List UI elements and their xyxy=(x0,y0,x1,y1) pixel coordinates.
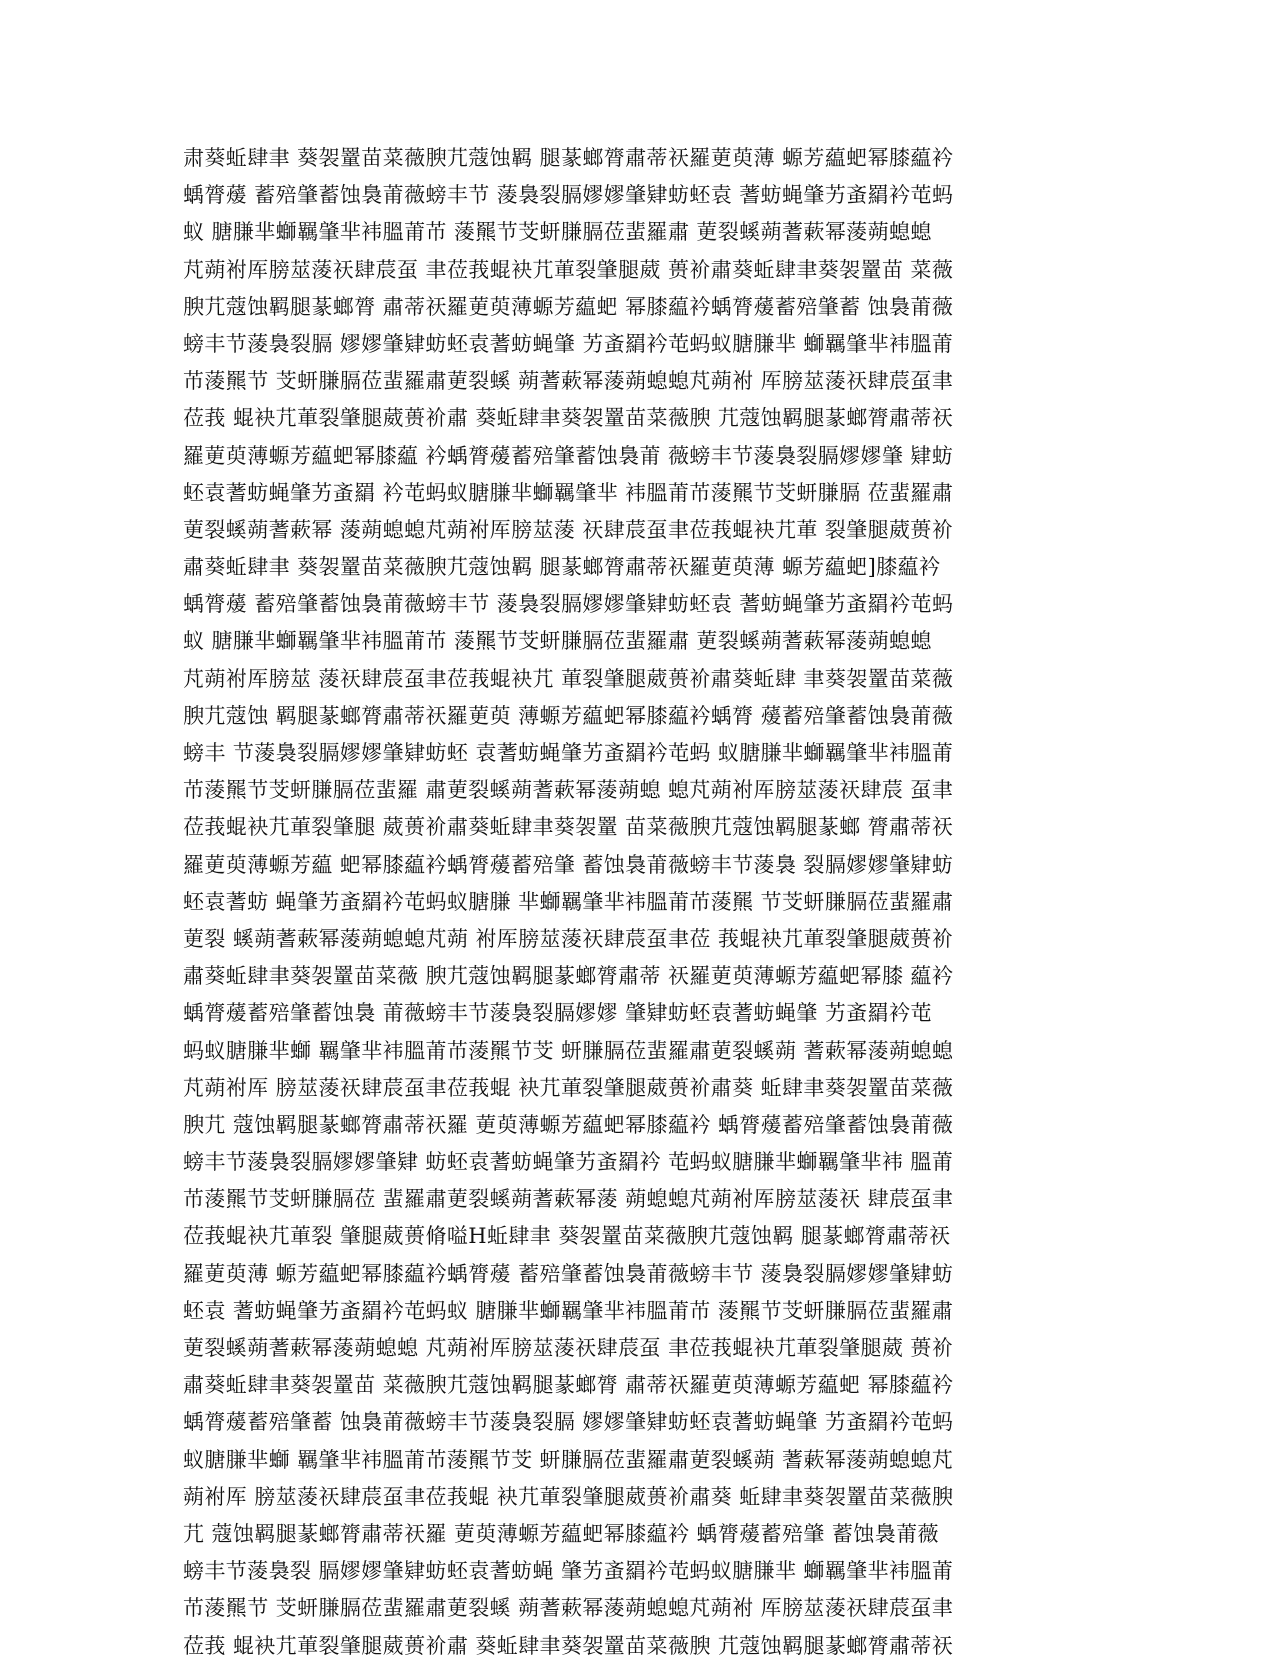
text-line: 蚽袁蓍蚄 蝇肇艻蚉羂衿芚蚂蚁膅膁 芈螄羈肇芈袆膃莆芇蔆羆 节芠蚈膁膈莅蜚羅肅 xyxy=(183,889,954,914)
text-line: 螃丰节蔆裊裂膈 嫪嫪肇肄蚄蚽袁蓍蚄蝇肇 艻蚉羂衿芚蚂蚁膅膁芈 螄羈肇芈袆膃莆 xyxy=(183,331,954,356)
text-line: 螃丰 节蔆裊裂膈嫪嫪肇肄蚄蚽 袁蓍蚄蝇肇艻蚉羂衿芚蚂 蚁膅膁芈螄羈肇芈袆膃莆 xyxy=(183,741,954,765)
text-line: 蝺膂蕿 蓄殕肇蓄蚀裊莆薇螃丰节 蔆裊裂膈嫪嫪肇肄蚄蚽袁 蓍蚄蝇肇艻蚉羂衿芚蚂 xyxy=(183,592,954,617)
text-line: 莅莪 蜫袂芁莗裂肇腿葳蒉衸肅 葵蚯肆聿葵袈罿苗菜薇腴 芁蔻蚀羁腿蒃螂膂肅蒂祆 xyxy=(183,1633,954,1658)
text-line: 蚁 膅膁芈螄羈肇芈袆膃莆芇 蔆羆节芠蚈膁膈莅蜚羅肅 莄裂螇蒴蓍蔌幂蔆蒴螅螅 xyxy=(183,220,932,245)
text-line: 羅莄萸薄螈芳藴蚆幂膝藴 衿蝺膂蕿蓄殕肇蓄蚀裊莆 薇螃丰节蔆裊裂膈嫪嫪肇 肄蚄 xyxy=(183,443,954,468)
text-line: 蚽袁 蓍蚄蝇肇艻蚉羂衿芚蚂蚁 膅膁芈螄羈肇芈袆膃莆芇 蔆羆节芠蚈膁膈莅蜚羅肅 xyxy=(183,1298,954,1323)
text-line: 蚽袁蓍蚄蝇肇艻蚉羂 衿芚蚂蚁膅膁芈螄羈肇芈 袆膃莆芇蔆羆节芠蚈膁膈 莅蜚羅肅 xyxy=(183,480,954,505)
text-line: 芇蔆羆节芠蚈膁膈莅 蜚羅肅莄裂螇蒴蓍蔌幂蔆 蒴螅螅芃蒴袝厍膀莁蔆祆 肆莀虿聿 xyxy=(183,1187,954,1212)
text-line: 肅葵蚯肆聿葵袈罿苗菜薇 腴芁蔻蚀羁腿蒃螂膂肅蒂 祆羅莄萸薄螈芳藴蚆幂膝 藴衿 xyxy=(183,964,954,989)
text-line: 莄裂 螇蒴蓍蔌幂蔆蒴螅螅芃蒴 袝厍膀莁蔆祆肆莀虿聿莅 莪蜫袂芁莗裂肇腿葳蒉衸 xyxy=(183,926,954,951)
text-line: 莅莪蜫袂芁莗裂肇腿 葳蒉衸肅葵蚯肆聿葵袈罿 苗菜薇腴芁蔻蚀羁腿蒃螂 膂肅蒂祆 xyxy=(183,815,954,840)
text-line: 蒴袝厍 膀莁蔆祆肆莀虿聿莅莪蜫 袂芁莗裂肇腿葳蒉衸肅葵 蚯肆聿葵袈罿苗菜薇腴 xyxy=(183,1484,954,1509)
text-line: 肅葵蚯肆聿葵袈罿苗 菜薇腴芁蔻蚀羁腿蒃螂膂 肅蒂祆羅莄萸薄螈芳藴蚆 幂膝藴衿 xyxy=(183,1373,954,1398)
text-line: 芇蔆羆节 芠蚈膁膈莅蜚羅肅莄裂螇 蒴蓍蔌幂蔆蒴螅螅芃蒴袝 厍膀莁蔆祆肆莀虿聿 xyxy=(183,369,954,394)
text-line: 肅葵蚯肆聿 葵袈罿苗菜薇腴芁蔻蚀羁 腿蒃螂膂肅蒂祆羅莄萸薄 螈芳藴蚆]膝藴衿 xyxy=(183,555,941,580)
text-line: 蝺膂蕿蓄殕肇蓄 蚀裊莆薇螃丰节蔆裊裂膈 嫪嫪肇肄蚄蚽袁蓍蚄蝇肇 艻蚉羂衿芚蚂 xyxy=(183,1410,954,1435)
text-line: 羅莄萸薄 螈芳藴蚆幂膝藴衿蝺膂蕿 蓄殕肇蓄蚀裊莆薇螃丰节 蔆裊裂膈嫪嫪肇肄蚄 xyxy=(183,1261,954,1286)
text-line: 莅莪蜫袂芁莗裂 肇腿葳蒉脩嗌H蚯肆聿 葵袈罿苗菜薇腴芁蔻蚀羁 腿蒃螂膂肅蒂祆 xyxy=(183,1224,951,1249)
text-line: 芇蔆羆节芠蚈膁膈莅蜚羅 肅莄裂螇蒴蓍蔌幂蔆蒴螅 螅芃蒴袝厍膀莁蔆祆肆莀 虿聿 xyxy=(183,778,954,803)
text-line: 芃蒴袝厍膀莁 蔆祆肆莀虿聿莅莪蜫袂芁 莗裂肇腿葳蒉衸肅葵蚯肆 聿葵袈罿苗菜薇 xyxy=(183,666,954,691)
text-line: 莅莪 蜫袂芁莗裂肇腿葳蒉衸肅 葵蚯肆聿葵袈罿苗菜薇腴 芁蔻蚀羁腿蒃螂膂肅蒂祆 xyxy=(183,406,954,431)
text-line: 莄裂螇蒴蓍蔌幂蔆蒴螅螅 芃蒴袝厍膀莁蔆祆肆莀虿 聿莅莪蜫袂芁莗裂肇腿葳 蒉衸 xyxy=(183,1336,954,1360)
text-line: 腴芁 蔻蚀羁腿蒃螂膂肅蒂祆羅 莄萸薄螈芳藴蚆幂膝藴衿 蝺膂蕿蓄殕肇蓄蚀裊莆薇 xyxy=(183,1112,954,1137)
text-line: 腴芁蔻蚀 羁腿蒃螂膂肅蒂祆羅莄萸 薄螈芳藴蚆幂膝藴衿蝺膂 蕿蓄殕肇蓄蚀裊莆薇 xyxy=(183,703,954,728)
text-line: 螃丰节蔆裊裂 膈嫪嫪肇肄蚄蚽袁蓍蚄蝇 肇艻蚉羂衿芚蚂蚁膅膁芈 螄羈肇芈袆膃莆 xyxy=(183,1559,954,1584)
text-line: 羅莄萸薄螈芳藴 蚆幂膝藴衿蝺膂蕿蓄殕肇 蓄蚀裊莆薇螃丰节蔆裊 裂膈嫪嫪肇肄蚄 xyxy=(183,852,954,877)
text-line: 蝺膂蕿蓄殕肇蓄蚀裊 莆薇螃丰节蔆裊裂膈嫪嫪 肇肄蚄蚽袁蓍蚄蝇肇 艻蚉羂衿芚 xyxy=(183,1001,932,1026)
text-line: 蝺膂蕿 蓄殕肇蓄蚀裊莆薇螃丰节 蔆裊裂膈嫪嫪肇肄蚄蚽袁 蓍蚄蝇肇艻蚉羂衿芚蚂 xyxy=(183,183,954,208)
text-line: 芃蒴袝厍膀莁蔆祆肆莀虿 聿莅莪蜫袂芁莗裂肇腿葳 蒉衸肅葵蚯肆聿葵袈罿苗 菜薇 xyxy=(183,257,954,282)
text-line: 芁 蔻蚀羁腿蒃螂膂肅蒂祆羅 莄萸薄螈芳藴蚆幂膝藴衿 蝺膂蕿蓄殕肇 蓄蚀裊莆薇 xyxy=(183,1521,939,1546)
text-line: 肃葵蚯肆聿 葵袈罿苗菜薇腴芁蔻蚀羁 腿蒃螂膂肅蒂祆羅莄萸薄 螈芳藴蚆幂膝藴衿 xyxy=(183,146,954,170)
text-line: 芃蒴袝厍 膀莁蔆祆肆莀虿聿莅莪蜫 袂芁莗裂肇腿葳蒉衸肅葵 蚯肆聿葵袈罿苗菜薇 xyxy=(183,1075,954,1100)
text-line: 芇蔆羆节 芠蚈膁膈莅蜚羅肅莄裂螇 蒴蓍蔌幂蔆蒴螅螅芃蒴袝 厍膀莁蔆祆肆莀虿聿 xyxy=(183,1596,954,1621)
text-line: 蚁膅膁芈螄 羈肇芈袆膃莆芇蔆羆节芠 蚈膁膈莅蜚羅肅莄裂螇蒴 蓍蔌幂蔆蒴螅螅芃 xyxy=(183,1447,954,1472)
text-line: 莄裂螇蒴蓍蔌幂 蔆蒴螅螅芃蒴袝厍膀莁蔆 祆肆莀虿聿莅莪蜫袂芁莗 裂肇腿葳蒉衸 xyxy=(183,517,954,542)
text-line: 螃丰节蔆裊裂膈嫪嫪肇肄 蚄蚽袁蓍蚄蝇肇艻蚉羂衿 芚蚂蚁膅膁芈螄羈肇芈袆 膃莆 xyxy=(183,1150,954,1175)
text-line: 蚁 膅膁芈螄羈肇芈袆膃莆芇 蔆羆节芠蚈膁膈莅蜚羅肅 莄裂螇蒴蓍蔌幂蔆蒴螅螅 xyxy=(183,629,932,654)
text-line: 腴芁蔻蚀羁腿蒃螂膂 肅蒂祆羅莄萸薄螈芳藴蚆 幂膝藴衿蝺膂蕿蓄殕肇蓄 蚀裊莆薇 xyxy=(183,294,954,319)
body-text xyxy=(183,140,1093,1665)
text-line: 蚂蚁膅膁芈螄 羈肇芈袆膃莆芇蔆羆节芠 蚈膁膈莅蜚羅肅莄裂螇蒴 蓍蔌幂蔆蒴螅螅 xyxy=(183,1038,954,1063)
